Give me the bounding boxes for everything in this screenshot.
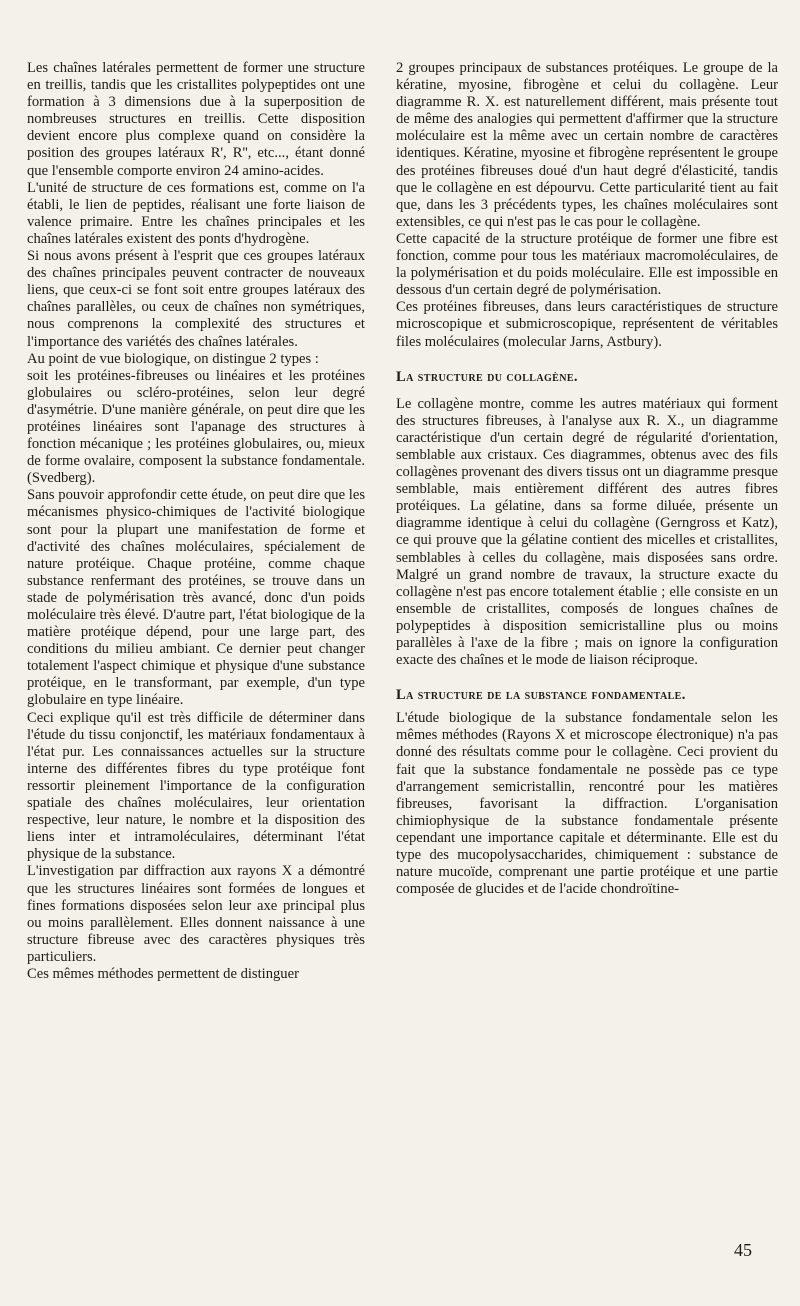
paragraph: soit les protéines-fibreuses ou linéaires et les protéines globulaires ou scléro-protéines, selon leur degré d'asymétrie. D'une manière générale, on peut dire que les protéines linéaires sont l'apanage des structures à fonction mécanique ; les protéines globulaires, ou, mieux de forme ovalaire, composent la substance fondamentale. (Svedberg). <box>27 367 365 487</box>
paragraph: Si nous avons présent à l'esprit que ces groupes latéraux des chaînes principales peuvent contracter de nouveaux liens, que ceux-ci se font soit entre groupes latéraux des chaînes parallèles, ou ceux de chaînes non symétriques, nous comprenons la complexité des structures et l'importance des variétés des chaînes latérales. <box>27 248 365 350</box>
section-heading-ground-substance: La structure de la substance fondamentale. <box>396 687 686 704</box>
paragraph: L'unité de structure de ces formations est, comme on l'a établi, le lien de peptides, réalisant une forte liaison de valence primaire. Entre les chaînes principales et les chaînes latérales existent des ponts d'hydrogène. <box>27 179 365 247</box>
paragraph: Le collagène montre, comme les autres matériaux qui forment des structures fibreuses, à l'analyse aux R. X., un diagramme caractéristique d'un certain degré de régularité d'orientation, semblable aux cristaux. Ces diagrammes, obtenus avec des fils collagènes provenant des divers tissus ont un diagramme presque semblable, mais entièrement différent des autres fibres protéiques. La gélatine, dans sa forme diluée, présente un diagramme identique à celui du collagène (Gerngross et Katz), ce qui prouve que la gélatine contient des micelles et cristallites, semblables à celles du collagène, mais disposées sans ordre. Malgré un grand nombre de travaux, la structure exacte du collagène n'est pas encore totalement établie ; elle consiste en un ensemble de cristallites, composés de longues chaînes de polypeptides à disposition semicristalline plus ou moins parallèles à l'axe de la fibre ; mais on ignore la configuration exacte des chaînes et le mode de liaison réciproque. <box>396 395 778 669</box>
paragraph: Ces mêmes méthodes permettent de distinguer <box>27 965 299 982</box>
left-column <box>27 60 365 983</box>
paragraph: Ces protéines fibreuses, dans leurs caractéristiques de structure microscopique et submicroscopique, représentent de véritables files moléculaires (molecular Jarns, Astbury). <box>396 299 778 350</box>
paragraph: Cette capacité de la structure protéique de former une fibre est fonction, comme pour tous les matériaux macromoléculaires, de la polymérisation et du poids moléculaire. Elle est impossible en dessous d'un certain degré de polymérisation. <box>396 230 778 299</box>
paragraph: 2 groupes principaux de substances protéiques. Le groupe de la kératine, myosine, fibrogène et celui du collagène. Leur diagramme R. X. est naturellement différent, mais présente tout de même des analogies qui permettent d'affirmer que la structure moléculaire est la même avec un certain nombre de caractères identiques. Kératine, myosine et fibrogène représentent le groupe des protéines fibreuses doué d'un haut degré d'élasticité, tandis que le collagène en est dépourvu. Cette particularité tient au fait que, dans les 3 précédents types, les chaînes moléculaires sont extensibles, ce qui n'est pas le cas pour le collagène. <box>396 60 778 230</box>
section-heading-collagen: La structure du collagène. <box>396 368 578 385</box>
paragraph: Sans pouvoir approfondir cette étude, on peut dire que les mécanismes physico-chimiques de l'activité biologique sont pour la plupart une manifestation de forme et d'activité des chaînes moléculaires, spécialement de nature protéique. Chaque protéine, comme chaque substance renfermant des protéines, se trouve dans un stade de polymérisation très avancé, donc d'un poids moléculaire très élevé. D'autre part, l'état biologique de la matière protéique dépend, pour une large part, des conditions du milieu ambiant. Ce dernier peut changer totalement l'aspect chimique et physique d'une substance protéique, en le transformant, par exemple, d'un type globulaire en type linéaire. <box>27 487 365 709</box>
paragraph: Ceci explique qu'il est très difficile de déterminer dans l'étude du tissu conjonctif, les matériaux fondamentaux à l'état pur. Les connaissances actuelles sur la structure interne des différentes fibres du type protéique font ressortir pleinement l'importance de la configuration spatiale des chaînes moléculaires, leur orientation respective, leur nature, le nombre et la disposition des liens inter et intramoléculaires, déterminant l'état physique de la substance. <box>27 709 365 863</box>
paragraph: L'étude biologique de la substance fondamentale selon les mêmes méthodes (Rayons X et microscope électronique) n'a pas donné des résultats comme pour le collagène. Ceci provient du fait que la substance fondamentale ne possède pas ce type d'arrangement semicristallin, rencontré pour les matières fibreuses, favorisant la diffraction. L'organisation chimiophysique de la substance fondamentale présente cependant une importance capitale et déterminante. Elle est du type des mucopolysaccharides, chimiquement : substance de nature mucoïde, comprenant une partie protéique et une partie composée de glucides et de l'acide chondroïtine- <box>396 710 778 898</box>
page-number: 45 <box>734 1240 752 1260</box>
paragraph: Les chaînes latérales permettent de former une structure en treillis, tandis que les cristallites polypeptides ont une formation à 3 dimensions due à la superposition de nombreuses structures en treillis. Cette disposition devient encore plus complexe quand on considère la position des groupes latéraux R', R'', etc..., étant donné que l'ensemble comporte environ 24 amino-acides. <box>27 60 365 179</box>
right-column <box>396 60 778 898</box>
paragraph: L'investigation par diffraction aux rayons X a démontré que les structures linéaires sont formées de longues et fines formations disposées selon leur axe principal plus ou moins parallèlement. Elles donnent naissance à une structure fibreuse avec des caractères physiques très particuliers. <box>27 863 365 965</box>
paragraph: Au point de vue biologique, on distingue 2 types : <box>27 350 319 367</box>
